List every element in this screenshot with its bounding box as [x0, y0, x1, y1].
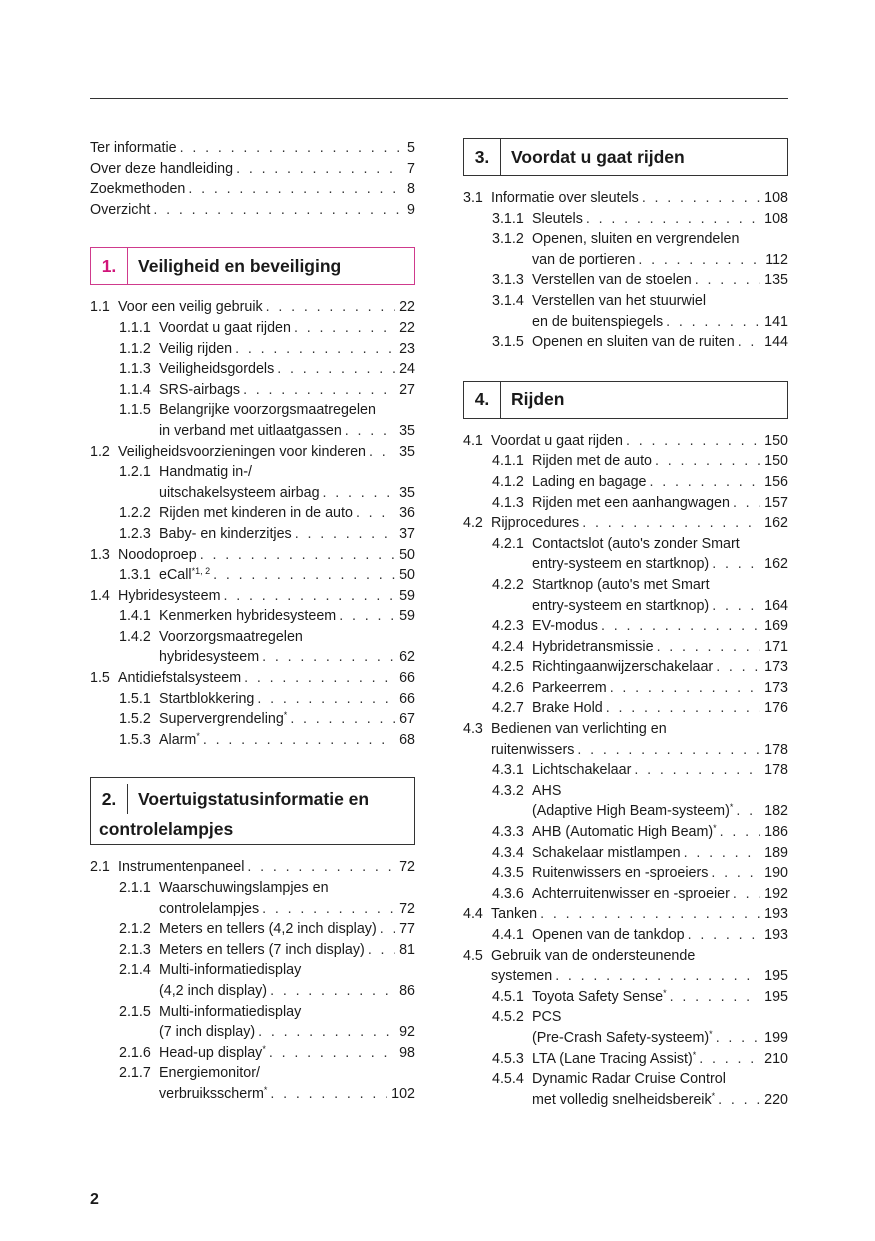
chapter-title: Voertuigstatusinformatie en — [138, 788, 370, 809]
toc-entry[interactable]: 4.2.4 Hybridetransmissie . . . 171 — [463, 637, 788, 658]
toc-entry[interactable]: 4.2.5 Richtingaanwijzerschakelaar . . . 173 — [463, 657, 788, 678]
toc-entry[interactable]: 1.3 Noodoproep . . . 50 — [90, 545, 415, 566]
chapter-number: 4. — [464, 382, 501, 418]
toc-entry[interactable]: 4.5.3 LTA (Lane Tracing Assist)* . . . 210 — [463, 1049, 788, 1070]
toc-section-1 — [90, 297, 415, 750]
toc-section-4 — [463, 431, 788, 1111]
toc-entry[interactable]: 4.3.2 AHS (Adaptive High Beam-systeem)* . . . 182 — [463, 781, 788, 822]
toc-entry[interactable]: 4.1.1 Rijden met de auto . . . 150 — [463, 451, 788, 472]
toc-entry[interactable]: 2.1.7 Energiemonitor/ verbruiksscherm* . . . 102 — [90, 1063, 415, 1104]
chapter-title-line2: controlelampjes — [99, 818, 234, 839]
chapter-title: Voordat u gaat rijden — [511, 146, 685, 167]
chapter-4-heading[interactable] — [463, 381, 788, 419]
toc-entry[interactable]: 2.1.2 Meters en tellers (4,2 inch display) . . . 77 — [90, 919, 415, 940]
toc-right-column — [463, 138, 788, 1110]
toc-entry[interactable]: 4.3.5 Ruitenwissers en -sproeiers . . . 190 — [463, 863, 788, 884]
toc-entry[interactable]: 4.1.2 Lading en bagage . . . 156 — [463, 472, 788, 493]
chapter-number: 3. — [464, 139, 501, 175]
toc-entry[interactable]: 2.1.5 Multi-informatiedisplay (7 inch display) . . . 92 — [90, 1002, 415, 1043]
toc-entry[interactable]: 4.3.6 Achterruitenwisser en -sproeier . . . 192 — [463, 884, 788, 905]
toc-entry[interactable]: 1.4 Hybridesysteem . . . 59 — [90, 586, 415, 607]
toc-entry[interactable]: Over deze handleiding . . . 7 — [90, 159, 415, 180]
toc-entry[interactable]: 1.2.1 Handmatig in-/ uitschakelsysteem airbag . . . 35 — [90, 462, 415, 503]
toc-entry[interactable]: 1.4.1 Kenmerken hybridesysteem . . . 59 — [90, 606, 415, 627]
toc-entry[interactable]: 4.4 Tanken . . . 193 — [463, 904, 788, 925]
toc-entry[interactable]: 4.5.2 PCS (Pre-Crash Safety-systeem)* . . . 199 — [463, 1007, 788, 1048]
toc-entry[interactable]: Overzicht . . . 9 — [90, 200, 415, 221]
toc-entry[interactable]: 4.4.1 Openen van de tankdop . . . 193 — [463, 925, 788, 946]
toc-entry[interactable]: 4.2.1 Contactslot (auto's zonder Smart entry-systeem en startknop) . . . 162 — [463, 534, 788, 575]
toc-entry[interactable]: 4.5.4 Dynamic Radar Cruise Control met volledig snelheidsbereik* . . . 220 — [463, 1069, 788, 1110]
toc-entry[interactable]: 4.2 Rijprocedures . . . 162 — [463, 513, 788, 534]
toc-entry[interactable]: 2.1.4 Multi-informatiedisplay (4,2 inch display) . . . 86 — [90, 960, 415, 1001]
toc-section-2 — [90, 857, 415, 1104]
toc-entry[interactable]: 1.1.5 Belangrijke voorzorgsmaatregelen in verband met uitlaatgassen . . . 35 — [90, 400, 415, 441]
toc-entry[interactable]: 1.1.4 SRS-airbags . . . 27 — [90, 380, 415, 401]
toc-entry[interactable]: 4.3.4 Schakelaar mistlampen . . . 189 — [463, 843, 788, 864]
chapter-number: 1. — [91, 248, 128, 284]
header-rule — [90, 98, 788, 99]
toc-entry[interactable]: 4.3 Bedienen van verlichting en ruitenwissers . . . 178 — [463, 719, 788, 760]
toc-entry[interactable]: 1.5.3 Alarm* . . . 68 — [90, 730, 415, 751]
toc-entry[interactable]: 4.5 Gebruik van de ondersteunende systemen . . . 195 — [463, 946, 788, 987]
page-number: 2 — [90, 1191, 99, 1208]
toc-entry[interactable]: 2.1 Instrumentenpaneel . . . 72 — [90, 857, 415, 878]
toc-entry[interactable]: 4.5.1 Toyota Safety Sense* . . . 195 — [463, 987, 788, 1008]
toc-entry[interactable]: 3.1.2 Openen, sluiten en vergrendelen van de portieren . . . 112 — [463, 229, 788, 270]
toc-left-column — [90, 138, 415, 1105]
toc-entry[interactable]: Zoekmethoden . . . 8 — [90, 179, 415, 200]
toc-entry[interactable]: 1.5.1 Startblokkering . . . 66 — [90, 689, 415, 710]
toc-entry[interactable]: 1.5 Antidiefstalsysteem . . . 66 — [90, 668, 415, 689]
toc-entry[interactable]: 3.1.5 Openen en sluiten van de ruiten . . . 144 — [463, 332, 788, 353]
toc-entry[interactable]: 1.1.2 Veilig rijden . . . 23 — [90, 339, 415, 360]
chapter-1-heading[interactable] — [90, 247, 415, 285]
toc-entry[interactable]: 4.2.6 Parkeerrem . . . 173 — [463, 678, 788, 699]
toc-entry[interactable]: Ter informatie . . . 5 — [90, 138, 415, 159]
toc-intro — [90, 138, 415, 220]
toc-entry[interactable]: 2.1.6 Head-up display* . . . 98 — [90, 1043, 415, 1064]
toc-entry[interactable]: 1.2.2 Rijden met kinderen in de auto . . . 36 — [90, 503, 415, 524]
toc-entry[interactable]: 4.2.3 EV-modus . . . 169 — [463, 616, 788, 637]
chapter-2-heading[interactable] — [90, 777, 415, 845]
toc-entry[interactable]: 4.3.3 AHB (Automatic High Beam)* . . . 186 — [463, 822, 788, 843]
toc-entry[interactable]: 1.4.2 Voorzorgsmaatregelen hybridesysteem . . . 62 — [90, 627, 415, 668]
toc-entry[interactable]: 3.1.4 Verstellen van het stuurwiel en de buitenspiegels . . . 141 — [463, 291, 788, 332]
toc-entry[interactable]: 3.1.1 Sleutels . . . 108 — [463, 209, 788, 230]
toc-entry[interactable]: 4.2.7 Brake Hold . . . 176 — [463, 698, 788, 719]
toc-entry[interactable]: 4.3.1 Lichtschakelaar . . . 178 — [463, 760, 788, 781]
toc-entry[interactable]: 2.1.1 Waarschuwingslampjes en controlelampjes . . . 72 — [90, 878, 415, 919]
toc-entry[interactable]: 3.1 Informatie over sleutels . . . 108 — [463, 188, 788, 209]
toc-entry[interactable]: 4.2.2 Startknop (auto's met Smart entry-systeem en startknop) . . . 164 — [463, 575, 788, 616]
toc-entry[interactable]: 4.1.3 Rijden met een aanhangwagen . . . 157 — [463, 493, 788, 514]
toc-entry[interactable]: 4.1 Voordat u gaat rijden . . . 150 — [463, 431, 788, 452]
toc-entry[interactable]: 1.2.3 Baby- en kinderzitjes . . . 37 — [90, 524, 415, 545]
chapter-title: Veiligheid en beveiliging — [138, 256, 342, 277]
toc-entry[interactable]: 1.5.2 Supervergrendeling* . . . 67 — [90, 709, 415, 730]
chapter-title: Rijden — [511, 389, 565, 410]
toc-entry[interactable]: 1.1.1 Voordat u gaat rijden . . . 22 — [90, 318, 415, 339]
toc-section-3 — [463, 188, 788, 353]
chapter-3-heading[interactable] — [463, 138, 788, 176]
toc-entry[interactable]: 1.1.3 Veiligheidsgordels . . . 24 — [90, 359, 415, 380]
toc-entry[interactable]: 3.1.3 Verstellen van de stoelen . . . 135 — [463, 270, 788, 291]
chapter-number: 2. — [91, 784, 128, 814]
toc-entry[interactable]: 1.1 Voor een veilig gebruik . . . 22 — [90, 297, 415, 318]
toc-entry[interactable]: 2.1.3 Meters en tellers (7 inch display) . . . 81 — [90, 940, 415, 961]
toc-entry[interactable]: 1.2 Veiligheidsvoorzieningen voor kinderen . . . 35 — [90, 442, 415, 463]
toc-entry[interactable]: 1.3.1 eCall$^{*1, 2}$ . . . 50 — [90, 565, 415, 586]
